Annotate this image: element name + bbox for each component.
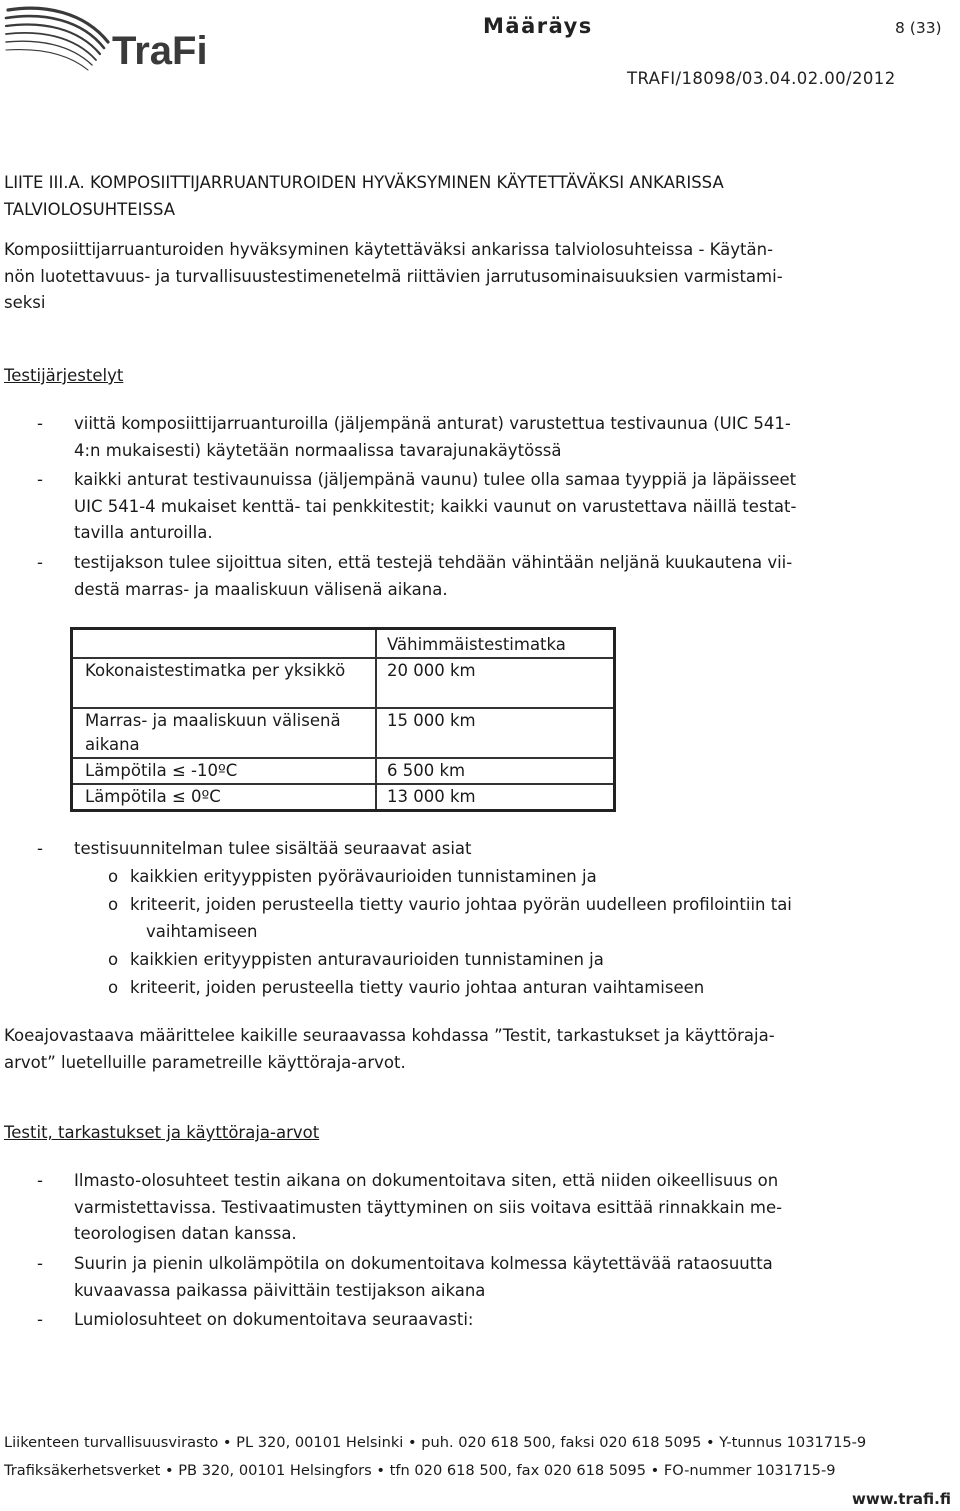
distance-table [70, 627, 616, 812]
sub-list-item: kaikkien erityyppisten pyörävaurioiden tunnistaminen ja [130, 867, 597, 886]
supervisor-paragraph: Koeajovastaava määrittelee kaikille seuraavassa kohdassa ”Testit, tarkastukset ja käyttöraja- arvot” luetelluille parametreille käyttöraja-arvot. [4, 1026, 775, 1072]
section-title: LIITE III.A. KOMPOSIITTIJARRUANTUROIDEN HYVÄKSYMINEN KÄYTETTÄVÄKSI ANKARISSA TALVIOLOSUHTEISSA [4, 173, 724, 219]
sub-bullet-marker: o [108, 978, 119, 997]
table-cell [72, 629, 377, 659]
document-reference: TRAFI/18098/03.04.02.00/2012 [627, 69, 896, 88]
list-dash: - [37, 1310, 43, 1329]
table-header-row [72, 629, 615, 659]
sub-list-item: kriteerit, joiden perusteella tietty vaurio johtaa pyörän uudelleen profilointiin tai vaihtamiseen [130, 895, 792, 941]
heading-test-arrangements: Testijärjestelyt [4, 366, 124, 385]
table-cell: Marras- ja maaliskuun välisenä aikana [72, 708, 377, 758]
list-item: testisuunnitelman tulee sisältää seuraavat asiat [74, 839, 472, 858]
list-item: testijakson tulee sijoittua siten, että testejä tehdään vähintään neljänä kuukautena vii- destä marras- ja maaliskuun välisenä aikana. [74, 553, 793, 599]
table-header-cell: Vähimmäistestimatka [376, 629, 615, 659]
table-cell: 20 000 km [376, 658, 615, 708]
sub-list-item: kriteerit, joiden perusteella tietty vaurio johtaa anturan vaihtamiseen [130, 978, 705, 997]
document-type: Määräys [483, 14, 593, 38]
sub-list-item: kaikkien erityyppisten anturavaurioiden tunnistaminen ja [130, 950, 604, 969]
table-row [72, 784, 615, 811]
list-dash: - [37, 1171, 43, 1190]
sub-bullet-marker: o [108, 895, 119, 914]
list-item: Ilmasto-olosuhteet testin aikana on dokumentoitava siten, että niiden oikeellisuus on varmistettavissa. Testivaatimusten täyttyminen on siis voitava esittää rinnakkain me- teorologisen datan kanssa. [74, 1171, 783, 1243]
intro-paragraph: Komposiittijarruanturoiden hyväksyminen käytettäväksi ankarissa talviolosuhteissa - Käytän- nön luotettavuus- ja turvallisuustestimenetelmä riittävien jarrutusominaisuuksien varmistami- seksi [4, 240, 783, 312]
list-dash: - [37, 470, 43, 489]
table-cell: 13 000 km [376, 784, 615, 811]
table-cell: Kokonaistestimatka per yksikkö [72, 658, 377, 708]
footer-website-link[interactable]: www.trafi.fi [852, 1490, 951, 1508]
list-item: Lumiolosuhteet on dokumentoitava seuraavasti: [74, 1310, 474, 1329]
list-dash: - [37, 553, 43, 572]
list-item: Suurin ja pienin ulkolämpötila on dokumentoitava kolmessa käytettävää rataosuutta kuvaavassa paikassa päivittäin testijakson aikana [74, 1254, 773, 1300]
trafi-logo [4, 2, 244, 76]
list-dash: - [37, 414, 43, 433]
list-dash: - [37, 839, 43, 858]
footer-line-finnish: Liikenteen turvallisuusvirasto • PL 320, 00101 Helsinki • puh. 020 618 500, faksi 020 618 5095 • Y-tunnus 1031715-9 [4, 1434, 867, 1451]
table-cell: 15 000 km [376, 708, 615, 758]
table-cell: Lämpötila ≤ -10ºC [72, 758, 377, 784]
test-plan-list [0, 836, 960, 1006]
page-number: 8 (33) [895, 19, 942, 37]
list-item: kaikki anturat testivaunuissa (jäljempänä vaunu) tulee olla samaa tyyppiä ja läpäisseet UIC 541-4 mukaiset kenttä- tai penkkitestit; kaikki vaunut on varustettava näillä testat- tavilla anturoilla. [74, 470, 797, 542]
svg-text:TraFi: TraFi [112, 29, 208, 73]
table-cell: Lämpötila ≤ 0ºC [72, 784, 377, 811]
list-item: viittä komposiittijarruanturoilla (jäljempänä anturat) varustettua testivaunua (UIC 541- 4:n mukaisesti) käytetään normaalissa tavarajunakäytössä [74, 414, 791, 460]
table-row [72, 708, 615, 758]
list-dash: - [37, 1254, 43, 1273]
table-row [72, 758, 615, 784]
table-cell: 6 500 km [376, 758, 615, 784]
sub-bullet-marker: o [108, 867, 119, 886]
heading-tests: Testit, tarkastukset ja käyttöraja-arvot [4, 1123, 320, 1142]
arrangements-list [0, 411, 960, 599]
table-row [72, 658, 615, 708]
footer-line-swedish: Trafiksäkerhetsverket • PB 320, 00101 Helsingfors • tfn 020 618 500, fax 020 618 5095 • FO-nummer 1031715-9 [4, 1462, 836, 1479]
sub-bullet-marker: o [108, 950, 119, 969]
tests-list [0, 1168, 960, 1338]
